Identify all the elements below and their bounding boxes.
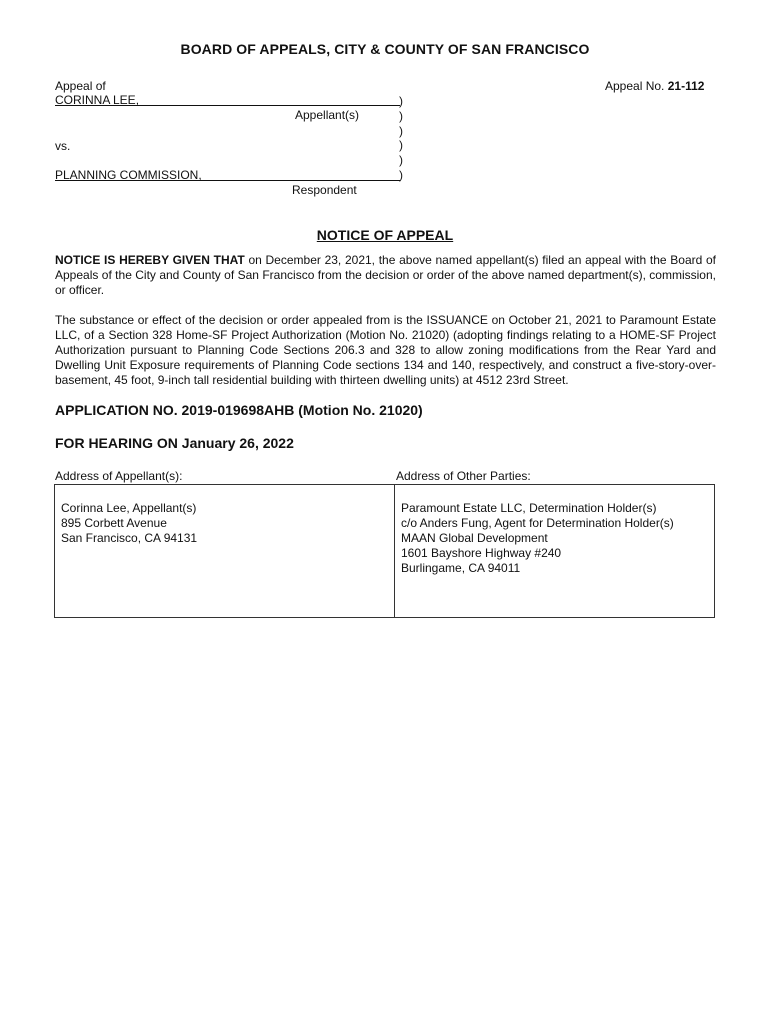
address-line: Paramount Estate LLC, Determination Holder(s) bbox=[401, 501, 657, 515]
notice-lead-bold: NOTICE IS HEREBY GIVEN THAT bbox=[55, 253, 245, 267]
address-line: MAAN Global Development bbox=[401, 531, 548, 545]
page-title: BOARD OF APPEALS, CITY & COUNTY OF SAN FRANCISCO bbox=[180, 41, 590, 57]
vs-label: vs. bbox=[55, 139, 71, 153]
respondent-role: Respondent bbox=[292, 183, 357, 197]
address-line: Burlingame, CA 94011 bbox=[401, 561, 521, 575]
caption-paren: ) bbox=[399, 123, 403, 138]
appeal-number bbox=[605, 79, 704, 93]
appeal-number-value: 21-112 bbox=[667, 79, 705, 93]
caption-paren: ) bbox=[399, 168, 403, 182]
appeal-of-label: Appeal of bbox=[55, 79, 106, 93]
address-line: 1601 Bayshore Highway #240 bbox=[401, 546, 562, 560]
notice-heading: NOTICE OF APPEAL bbox=[316, 227, 454, 243]
address-line: 895 Corbett Avenue bbox=[61, 516, 167, 530]
address-line: San Francisco, CA 94131 bbox=[61, 531, 198, 545]
address-line: Corinna Lee, Appellant(s) bbox=[61, 501, 197, 515]
other-parties-address-label: Address of Other Parties: bbox=[396, 469, 531, 483]
caption-paren: ) bbox=[399, 138, 403, 153]
hearing-date: FOR HEARING ON January 26, 2022 bbox=[55, 435, 294, 451]
appellant-name: CORINNA LEE, bbox=[55, 93, 140, 107]
address-column-divider bbox=[394, 485, 395, 617]
application-number: APPLICATION NO. 2019-019698AHB (Motion No. 21020) bbox=[55, 402, 423, 418]
appellant-address-label: Address of Appellant(s): bbox=[55, 469, 183, 483]
notice-paragraph bbox=[55, 253, 716, 298]
appellant-role: Appellant(s) bbox=[295, 108, 360, 122]
notice-lead-text: on December 23, 2021, the above named appellant(s) filed an appeal with the Board of Appeals of the City and County of San Francisco from the decision or order of the above named department(s), commission, or officer. bbox=[55, 253, 717, 297]
address-table bbox=[54, 484, 715, 618]
other-parties-address bbox=[401, 501, 674, 576]
address-line: c/o Anders Fung, Agent for Determination Holder(s) bbox=[401, 516, 674, 530]
respondent-name: PLANNING COMMISSION, bbox=[55, 168, 202, 182]
substance-paragraph: The substance or effect of the decision or order appealed from is the ISSUANCE on October 21, 2021 to Paramount Estate LLC, of a Section 328 Home-SF Project Authorization (Motion No. 21020) (adopting findings relating to a HOME-SF Project Authorization pursuant to Planning Code Sections 206.3 and 328 to allow zoning modifications from the Rear Yard and Dwelling Unit Exposure requirements of Planning Code sections 134 and 140, respectively, and construct a five-story-over-basement, 45 foot, 9-inch tall residential building with thirteen dwelling units) at 4512 23rd Street. bbox=[55, 313, 716, 387]
caption-paren: ) bbox=[399, 108, 403, 123]
appeal-number-label: Appeal No. bbox=[605, 79, 665, 93]
appellant-address bbox=[61, 501, 197, 546]
caption-paren: ) bbox=[399, 94, 403, 108]
caption-paren: ) bbox=[399, 153, 403, 168]
